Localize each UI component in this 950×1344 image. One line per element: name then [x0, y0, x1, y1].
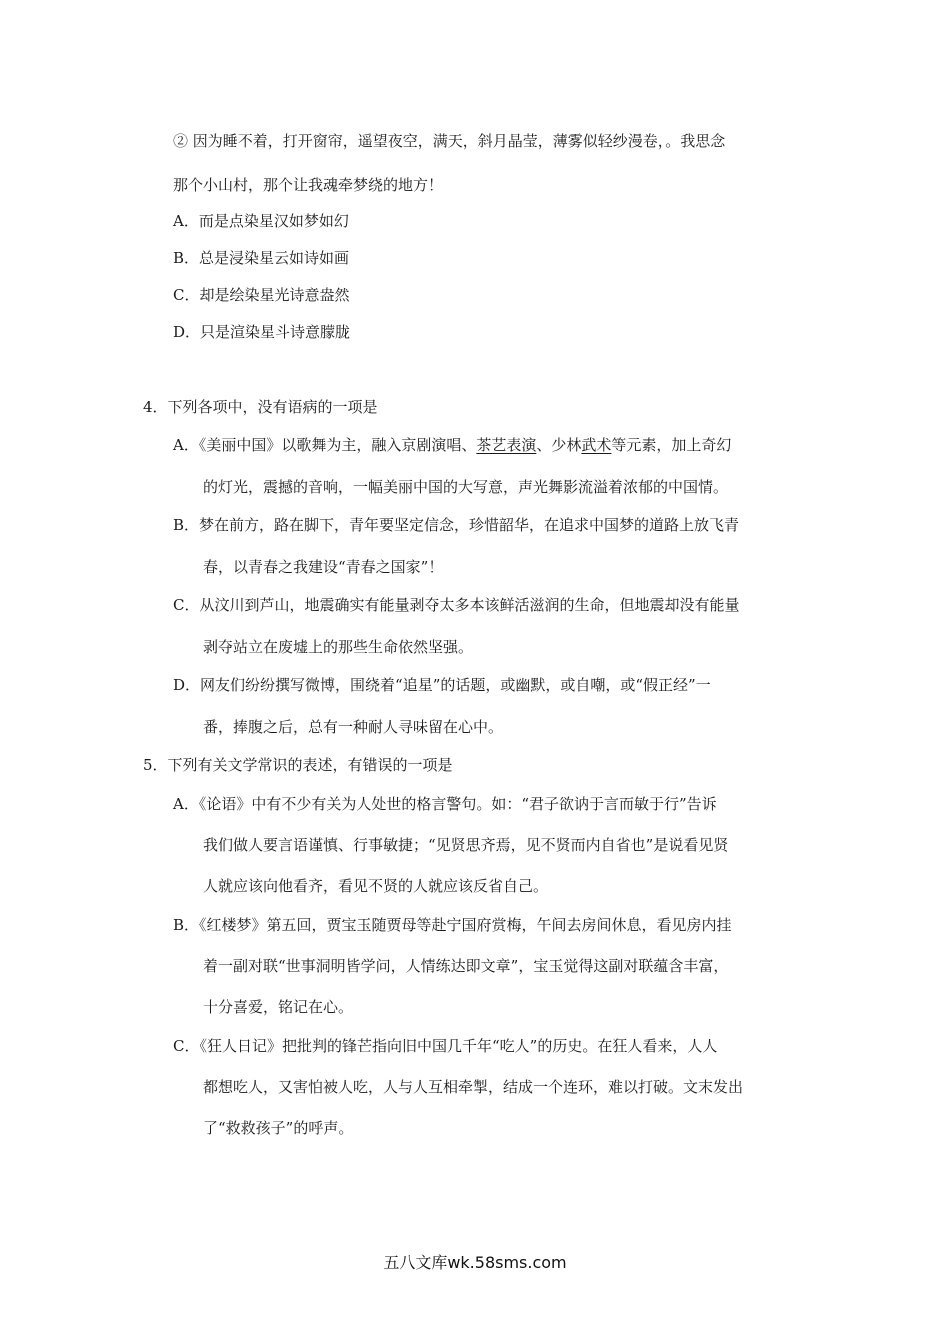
q5-option-b-line-2: 着一副对联“世事洞明皆学问，人情练达即文章”，宝玉觉得这副对联蕴含丰富， — [203, 957, 729, 975]
q3-option-c: C．却是绘染星光诗意盎然 — [173, 286, 350, 304]
q3-option-b: B．总是浸染星云如诗如画 — [173, 249, 350, 267]
q4-a-underlined-2: 武术 — [581, 436, 612, 454]
q5-option-b-line-3: 十分喜爱，铭记在心。 — [203, 998, 354, 1016]
q4-option-a-line-1 — [173, 435, 731, 455]
q5-option-c-line-2: 都想吃人，又害怕被人吃，人与人互相牵掣，结成一个连环，难以打破。文末发出 — [203, 1078, 744, 1096]
q5-option-a-line-2: 我们做人要言语谨慎、行事敏捷；“见贤思齐焉，见不贤而内自省也”是说看见贤 — [203, 836, 729, 854]
footer-watermark: 五八文库wk.58sms.com — [383, 1253, 567, 1272]
q4-option-c-line-2: 剥夺站立在废墟上的那些生命依然坚强。 — [203, 638, 474, 656]
q4-option-a-line-2: 的灯光，震撼的音响，一幅美丽中国的大写意，声光舞影流溢着浓郁的中国情。 — [203, 478, 729, 496]
q3-part2-line-2: 那个小山村，那个让我魂牵梦绕的地方！ — [173, 176, 444, 194]
q4-option-c-line-1: C．从汶川到芦山，地震确实有能量剥夺太多本该鲜活滋润的生命，但地震却没有能量 — [173, 596, 740, 614]
q5-option-c-line-1: C．《狂人日记》把批判的锋芒指向旧中国几千年“吃人”的历史。在狂人看来，人人 — [173, 1037, 718, 1055]
q4-a-text-pre: A．《美丽中国》以歌舞为主，融入京剧演唱、 — [173, 436, 477, 454]
q5-stem: 5．下列有关文学常识的表述，有错误的一项是 — [143, 756, 453, 774]
q3-part2-line-1: ② 因为睡不着，打开窗帘，遥望夜空，满天，斜月晶莹，薄雾似轻纱漫卷，。我思念 — [173, 132, 726, 150]
q3-option-a: A．而是点染星汉如梦如幻 — [173, 212, 349, 230]
q4-option-d-line-1: D．网友们纷纷撰写微博，围绕着“追星”的话题，或幽默，或自嘲，或“假正经”一 — [173, 676, 711, 694]
q5-option-a-line-3: 人就应该向他看齐，看见不贤的人就应该反省自己。 — [203, 877, 549, 895]
q5-option-b-line-1: B．《红楼梦》第五回，贾宝玉随贾母等赴宁国府赏梅，午间去房间休息，看见房内挂 — [173, 916, 732, 934]
q4-option-d-line-2: 番，捧腹之后，总有一种耐人寻味留在心中。 — [203, 718, 504, 736]
q4-option-b-line-2: 春，以青春之我建设“青春之国家”！ — [203, 558, 444, 576]
q4-stem: 4．下列各项中，没有语病的一项是 — [143, 398, 378, 416]
q3-option-d: D．只是渲染星斗诗意朦胧 — [173, 323, 351, 341]
q4-a-text-post: 等元素，加上奇幻 — [611, 436, 732, 454]
q4-a-underlined-1: 茶艺表演 — [476, 436, 537, 454]
q5-option-c-line-3: 了“救救孩子”的呼声。 — [203, 1119, 354, 1137]
q4-a-text-mid: 、少林 — [536, 436, 582, 454]
q4-option-b-line-1: B．梦在前方，路在脚下，青年要坚定信念，珍惜韶华，在追求中国梦的道路上放飞青 — [173, 516, 740, 534]
q5-option-a-line-1: A．《论语》中有不少有关为人处世的格言警句。如：“君子欲讷于言而敏于行”告诉 — [173, 795, 717, 813]
